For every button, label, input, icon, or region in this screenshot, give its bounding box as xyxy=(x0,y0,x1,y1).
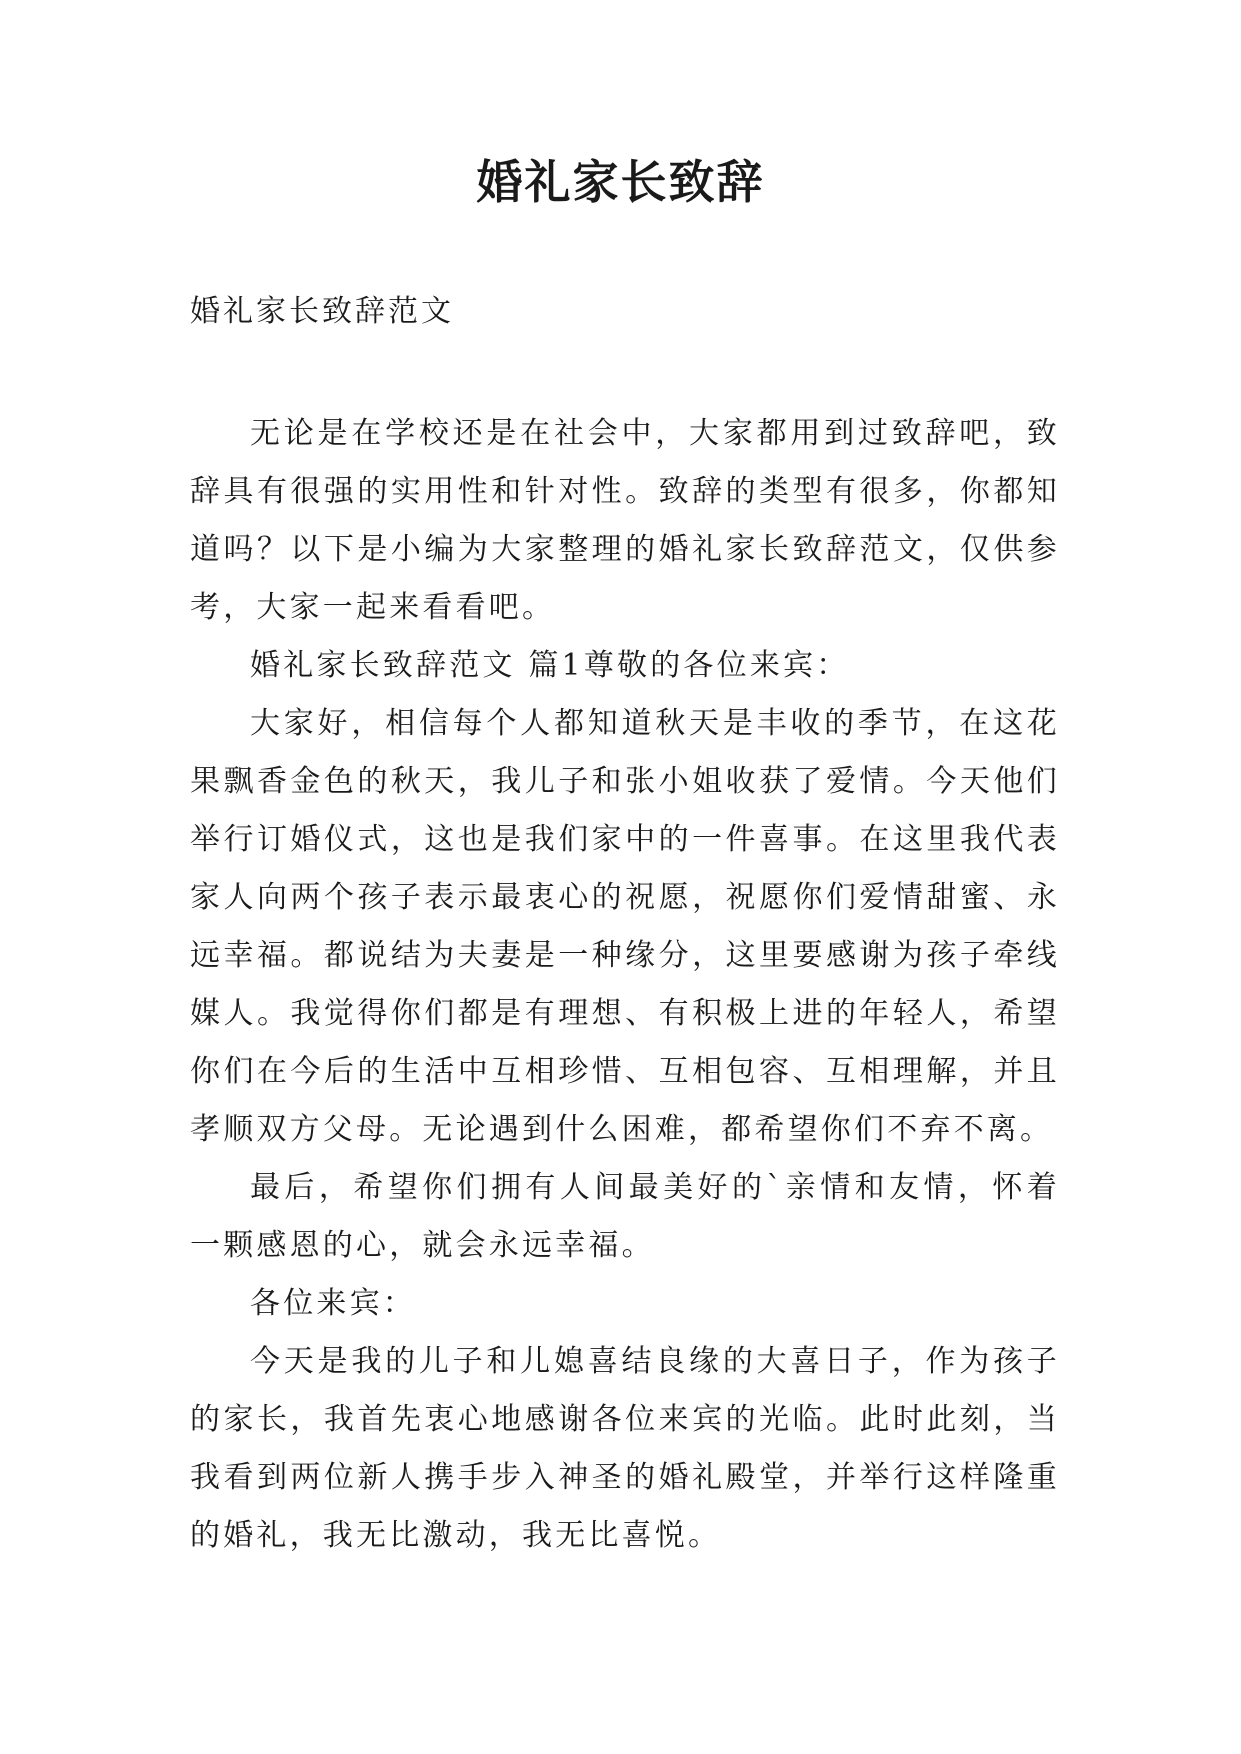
document-subtitle: 婚礼家长致辞范文 xyxy=(190,294,454,329)
document-body xyxy=(190,405,1060,1565)
paragraph-speech-3: 今天是我的儿子和儿媳喜结良缘的大喜日子，作为孩子的家长，我首先衷心地感谢各位来宾的光临。此时此刻，当我看到两位新人携手步入神圣的婚礼殿堂，并举行这样隆重的婚礼，我无比激动，我无比喜悦。 xyxy=(190,1344,1060,1553)
paragraph-greeting: 各位来宾： xyxy=(250,1286,416,1321)
paragraph-speech-2: 最后，希望你们拥有人间最美好的`亲情和友情，怀着一颗感恩的心，就会永远幸福。 xyxy=(190,1170,1060,1263)
document-title: 婚礼家长致辞 xyxy=(476,155,765,209)
paragraph-section-heading: 婚礼家长致辞范文 篇1尊敬的各位来宾： xyxy=(250,648,850,683)
paragraph-speech-1: 大家好，相信每个人都知道秋天是丰收的季节，在这花果飘香金色的秋天，我儿子和张小姐收获了爱情。今天他们举行订婚仪式，这也是我们家中的一件喜事。在这里我代表家人向两个孩子表示最衷心的祝愿，祝愿你们爱情甜蜜、永远幸福。都说结为夫妻是一种缘分，这里要感谢为孩子牵线媒人。我觉得你们都是有理想、有积极上进的年轻人，希望你们在今后的生活中互相珍惜、互相包容、互相理解，并且孝顺双方父母。无论遇到什么困难，都希望你们不弃不离。 xyxy=(190,706,1060,1147)
paragraph-intro: 无论是在学校还是在社会中，大家都用到过致辞吧，致辞具有很强的实用性和针对性。致辞的类型有很多，你都知道吗？以下是小编为大家整理的婚礼家长致辞范文，仅供参考，大家一起来看看吧。 xyxy=(190,416,1060,625)
